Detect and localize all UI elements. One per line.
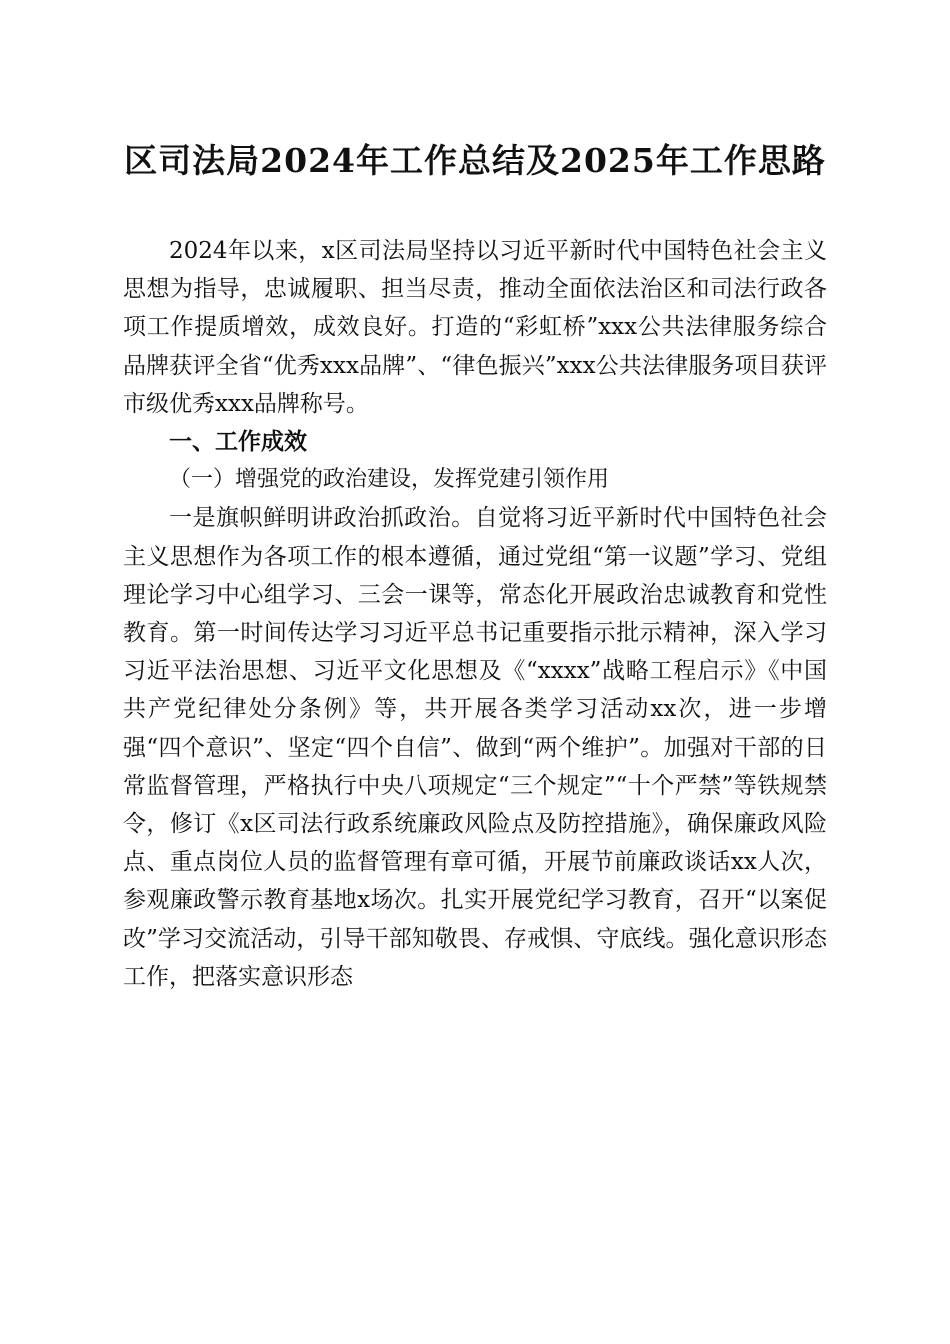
paragraph-politics: 一是旗帜鲜明讲政治抓政治。自觉将习近平新时代中国特色社会主义思想作为各项工作的根本遵循，通过党组“第一议题”学习、党组理论学习中心组学习、三会一课等，常态化开展政治忠诚教育和党性教育。第一时间传达学习习近平总书记重要指示批示精神，深入学习习近平法治思想、习近平文化思想及《“xxxx”战略工程启示》《中国共产党纪律处分条例》等，共开展各类学习活动xx次，进一步增强“四个意识”、坚定“四个自信”、做到“两个维护”。加强对干部的日常监督管理，严格执行中央八项规定“三个规定”“十个严禁”等铁规禁令，修订《x区司法行政系统廉政风险点及防控措施》，确保廉政风险点、重点岗位人员的监督管理有章可循，开展节前廉政谈话xx人次，参观廉政警示教育基地x场次。扎实开展党纪学习教育，召开“以案促改”学习交流活动，引导干部知敬畏、存戒惧、守底线。强化意识形态工作，把落实意识形态 <box>123 505 827 990</box>
intro-paragraph: 2024年以来，x区司法局坚持以习近平新时代中国特色社会主义思想为指导，忠诚履职、担当尽责，推动全面依法治区和司法行政各项工作提质增效，成效良好。打造的“彩虹桥”xxx公共法律服务综合品牌获评全省“优秀xxx品牌”、“律色振兴”xxx公共法律服务项目获评市级优秀xxx品牌称号。 <box>123 238 827 417</box>
document-body <box>123 232 827 996</box>
subsection-heading-party-building: （一）增强党的政治建设，发挥党建引领作用 <box>169 467 610 493</box>
document-title: 区司法局2024年工作总结及2025年工作思路 <box>124 141 826 180</box>
section-heading-work-results: 一、工作成效 <box>169 429 307 456</box>
